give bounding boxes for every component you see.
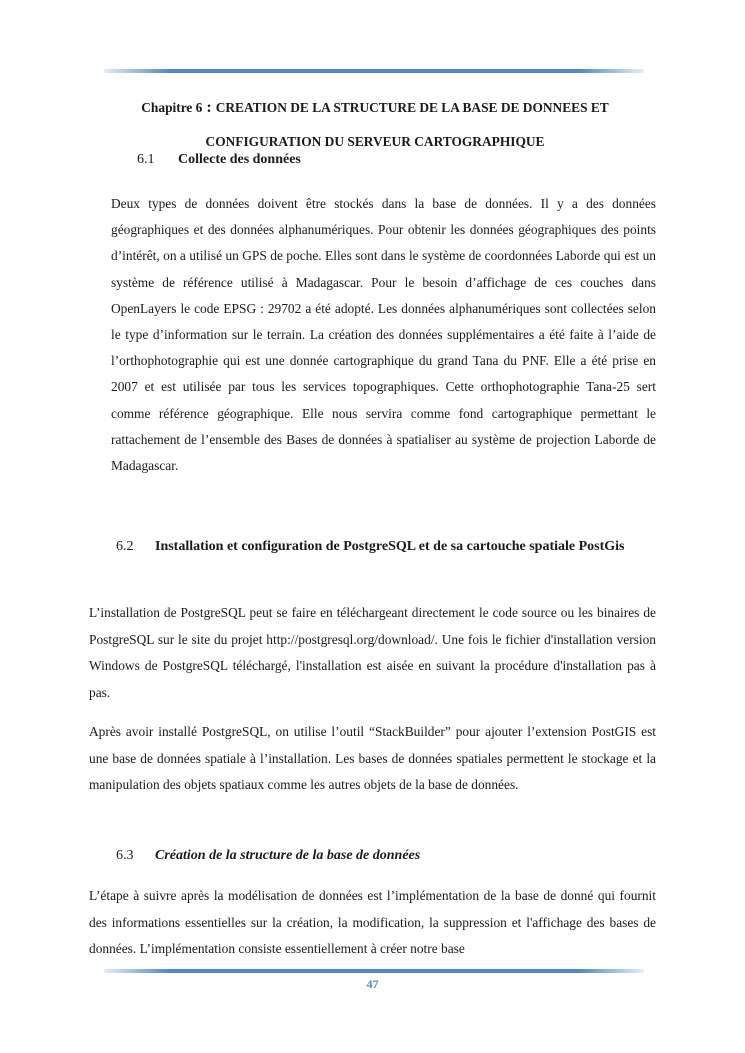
section-title: Installation et configuration de PostgreSQL et de sa cartouche spatiale PostGis <box>155 539 625 554</box>
footer-rule <box>104 969 644 973</box>
paragraph-collecte: Deux types de données doivent être stockés dans la base de données. Il y a des données géographiques et des données alphanumériques. Pour obtenir les données géographiques des points d’intérêt, on a utilisé un GPS de poche. Elles sont dans le système de coordonnées Laborde qui est un système de référence utilisé à Madagascar. Pour le besoin d’affichage de ces couches dans OpenLayers le code EPSG : 29702 a été adopté. Les données alphanumériques sont collectées selon le type d’information sur le terrain. La création des données supplémentaires a été faite à l’aide de l’orthophotographie qui est une donnée cartographique du grand Tana du PNF. Elle a été prise en 2007 et est utilisée par tous les services topographiques. Cette orthophotographie Tana-25 sert comme référence géographique. Elle nous servira comme fond cartographique permettant le rattachement de l’ensemble des Bases de données à spatialiser au système de projection Laborde de Madagascar. <box>111 196 656 474</box>
chapter-title-line-2: CONFIGURATION DU SERVEUR CARTOGRAPHIQUE <box>205 134 545 149</box>
section-number: 6.1 <box>137 152 155 167</box>
section-heading-6-3 <box>116 844 420 868</box>
section-number: 6.2 <box>116 539 134 554</box>
section-title: Création de la structure de la base de données <box>155 848 421 863</box>
paragraph-installation: L’installation de PostgreSQL peut se faire en téléchargeant directement le code source ou les binaires de PostgreSQL sur le site du projet http://postgresql.org/download/. Une fois le fichier d'installation version Windows de PostgreSQL téléchargé, l'installation est aisée en suivant la procédure d'installation pas à pas. <box>89 605 656 700</box>
paragraph-structure: L’étape à suivre après la modélisation de données est l’implémentation de la base de donné qui fournit des informations essentielles sur la création, la modification, la suppression et l'affichage des bases de données. L’implémentation consiste essentiellement à créer notre base <box>89 888 656 956</box>
section-title: Collecte des données <box>178 152 301 167</box>
section-number: 6.3 <box>116 848 134 863</box>
chapter-title-line-1 <box>90 91 660 125</box>
chapter-title-text-1: CREATION DE LA STRUCTURE DE LA BASE DE DONNEES ET <box>215 100 609 115</box>
page-number: 47 <box>366 977 379 991</box>
section-heading-6-1 <box>137 148 301 172</box>
paragraph-stackbuilder: Après avoir installé PostgreSQL, on utilise l’outil “StackBuilder” pour ajouter l’extension PostGIS est une base de données spatiale à l’installation. Les bases de données spatiales permettent le stockage et la manipulation des objets spatiaux comme les autres objets de la base de données. <box>89 724 656 792</box>
section-heading-6-2 <box>116 533 656 560</box>
header-rule <box>104 69 644 73</box>
chapter-colon: : <box>202 99 216 116</box>
chapter-label: Chapitre 6 <box>141 100 203 115</box>
